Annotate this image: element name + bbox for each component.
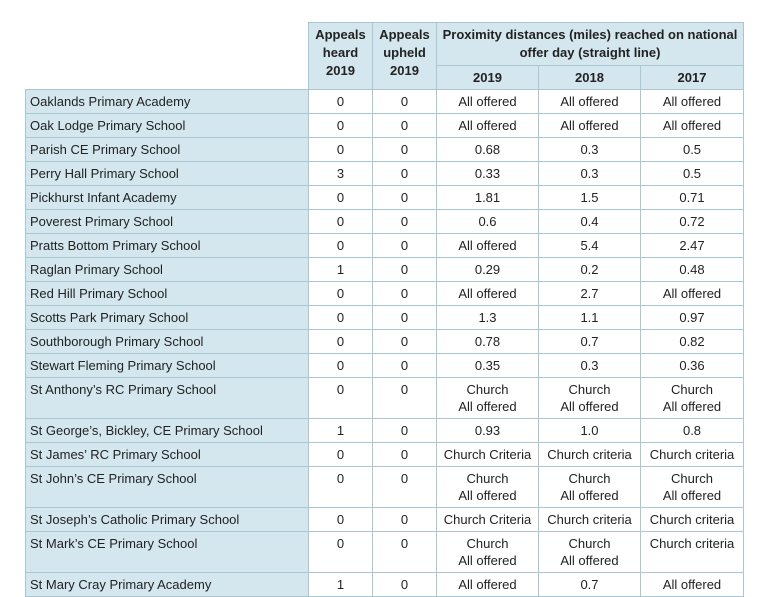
appeals-upheld-cell: 0: [373, 443, 437, 467]
distance-2019-cell: 0.6: [437, 210, 539, 234]
distance-2019-cell: All offered: [437, 114, 539, 138]
appeals-upheld-cell: 0: [373, 90, 437, 114]
distance-2019-cell: Church Criteria: [437, 508, 539, 532]
appeals-upheld-cell: 0: [373, 467, 437, 508]
distance-2017-cell: 0.5: [641, 138, 744, 162]
appeals-upheld-cell: 0: [373, 186, 437, 210]
distance-2018-cell: Church All offered: [539, 532, 641, 573]
table-row: [26, 354, 744, 378]
appeals-upheld-cell: 0: [373, 138, 437, 162]
distance-2018-cell: 0.3: [539, 138, 641, 162]
appeals-heard-cell: 1: [309, 419, 373, 443]
distance-2018-cell: Church All offered: [539, 378, 641, 419]
distance-2018-cell: 0.4: [539, 210, 641, 234]
header-appeals-upheld: Appeals upheld 2019: [373, 23, 437, 90]
distance-2019-cell: All offered: [437, 90, 539, 114]
appeals-heard-cell: 0: [309, 282, 373, 306]
distance-2019-cell: 0.93: [437, 419, 539, 443]
table-row: [26, 162, 744, 186]
distance-2018-cell: 0.7: [539, 330, 641, 354]
distance-2017-cell: 0.48: [641, 258, 744, 282]
distance-2017-cell: Church criteria: [641, 532, 744, 573]
distance-2018-cell: 0.3: [539, 354, 641, 378]
school-name-cell: St George’s, Bickley, CE Primary School: [26, 419, 309, 443]
appeals-upheld-cell: 0: [373, 162, 437, 186]
school-name-cell: Raglan Primary School: [26, 258, 309, 282]
distance-2019-cell: All offered: [437, 573, 539, 597]
appeals-heard-cell: 0: [309, 443, 373, 467]
distance-2017-cell: 2.47: [641, 234, 744, 258]
header-year-2019: 2019: [437, 66, 539, 90]
appeals-heard-cell: 0: [309, 378, 373, 419]
appeals-upheld-cell: 0: [373, 532, 437, 573]
appeals-upheld-cell: 0: [373, 419, 437, 443]
school-name-cell: Pickhurst Infant Academy: [26, 186, 309, 210]
distance-2017-cell: 0.97: [641, 306, 744, 330]
distance-2017-cell: All offered: [641, 282, 744, 306]
distance-2017-cell: Church All offered: [641, 467, 744, 508]
header-row-top: [26, 23, 744, 66]
appeals-upheld-cell: 0: [373, 306, 437, 330]
appeals-upheld-cell: 0: [373, 508, 437, 532]
school-name-cell: Parish CE Primary School: [26, 138, 309, 162]
table-row: [26, 378, 744, 419]
distance-2018-cell: 5.4: [539, 234, 641, 258]
distance-2017-cell: All offered: [641, 573, 744, 597]
school-name-cell: St Joseph’s Catholic Primary School: [26, 508, 309, 532]
distance-2018-cell: Church criteria: [539, 508, 641, 532]
appeals-heard-cell: 0: [309, 234, 373, 258]
school-name-cell: Pratts Bottom Primary School: [26, 234, 309, 258]
distance-2017-cell: All offered: [641, 114, 744, 138]
distance-2018-cell: Church criteria: [539, 443, 641, 467]
table-row: [26, 282, 744, 306]
table-row: [26, 234, 744, 258]
school-name-cell: St James’ RC Primary School: [26, 443, 309, 467]
distance-2019-cell: 1.81: [437, 186, 539, 210]
table-row: [26, 532, 744, 573]
appeals-heard-cell: 0: [309, 138, 373, 162]
distance-2019-cell: 0.68: [437, 138, 539, 162]
appeals-heard-cell: 0: [309, 306, 373, 330]
distance-2018-cell: 1.0: [539, 419, 641, 443]
school-name-cell: Poverest Primary School: [26, 210, 309, 234]
appeals-upheld-cell: 0: [373, 330, 437, 354]
distance-2019-cell: Church All offered: [437, 378, 539, 419]
distance-2019-cell: Church All offered: [437, 532, 539, 573]
appeals-heard-cell: 0: [309, 186, 373, 210]
distance-2018-cell: 0.7: [539, 573, 641, 597]
appeals-upheld-cell: 0: [373, 258, 437, 282]
school-name-cell: St Anthony’s RC Primary School: [26, 378, 309, 419]
school-name-cell: Red Hill Primary School: [26, 282, 309, 306]
header-appeals-heard: Appeals heard 2019: [309, 23, 373, 90]
distance-2018-cell: All offered: [539, 114, 641, 138]
distance-2017-cell: 0.71: [641, 186, 744, 210]
school-name-cell: St John’s CE Primary School: [26, 467, 309, 508]
distance-2018-cell: 0.2: [539, 258, 641, 282]
distance-2019-cell: 0.33: [437, 162, 539, 186]
table-row: [26, 306, 744, 330]
appeals-upheld-cell: 0: [373, 114, 437, 138]
distance-2018-cell: All offered: [539, 90, 641, 114]
distance-2019-cell: Church All offered: [437, 467, 539, 508]
distance-2017-cell: All offered: [641, 90, 744, 114]
appeals-heard-cell: 0: [309, 114, 373, 138]
distance-2017-cell: 0.36: [641, 354, 744, 378]
appeals-upheld-cell: 0: [373, 210, 437, 234]
appeals-upheld-cell: 0: [373, 282, 437, 306]
distance-2018-cell: 1.5: [539, 186, 641, 210]
appeals-heard-cell: 0: [309, 532, 373, 573]
appeals-heard-cell: 0: [309, 210, 373, 234]
distance-2019-cell: 1.3: [437, 306, 539, 330]
distance-2017-cell: Church criteria: [641, 508, 744, 532]
appeals-heard-cell: 0: [309, 508, 373, 532]
table-row: [26, 138, 744, 162]
distance-2018-cell: 1.1: [539, 306, 641, 330]
distance-2018-cell: 2.7: [539, 282, 641, 306]
distance-2017-cell: 0.82: [641, 330, 744, 354]
table-row: [26, 258, 744, 282]
school-name-cell: Perry Hall Primary School: [26, 162, 309, 186]
appeals-heard-cell: 0: [309, 354, 373, 378]
distance-2019-cell: 0.35: [437, 354, 539, 378]
table-row: [26, 114, 744, 138]
appeals-heard-cell: 0: [309, 467, 373, 508]
appeals-upheld-cell: 0: [373, 234, 437, 258]
distance-2019-cell: Church Criteria: [437, 443, 539, 467]
distance-2017-cell: Church criteria: [641, 443, 744, 467]
distance-2018-cell: Church All offered: [539, 467, 641, 508]
table-row: [26, 443, 744, 467]
school-name-cell: Scotts Park Primary School: [26, 306, 309, 330]
table-row: [26, 90, 744, 114]
appeals-heard-cell: 0: [309, 330, 373, 354]
school-name-cell: Oaklands Primary Academy: [26, 90, 309, 114]
school-name-cell: Stewart Fleming Primary School: [26, 354, 309, 378]
distance-2019-cell: 0.29: [437, 258, 539, 282]
table-row: [26, 210, 744, 234]
distance-2019-cell: All offered: [437, 282, 539, 306]
distance-2019-cell: All offered: [437, 234, 539, 258]
appeals-proximity-table: [25, 22, 744, 597]
table-row: [26, 330, 744, 354]
table-row: [26, 419, 744, 443]
table-row: [26, 186, 744, 210]
distance-2017-cell: Church All offered: [641, 378, 744, 419]
header-year-2017: 2017: [641, 66, 744, 90]
school-name-cell: St Mary Cray Primary Academy: [26, 573, 309, 597]
distance-2019-cell: 0.78: [437, 330, 539, 354]
table-row: [26, 467, 744, 508]
appeals-heard-cell: 3: [309, 162, 373, 186]
appeals-upheld-cell: 0: [373, 573, 437, 597]
school-name-cell: Southborough Primary School: [26, 330, 309, 354]
distance-2017-cell: 0.72: [641, 210, 744, 234]
distance-2018-cell: 0.3: [539, 162, 641, 186]
appeals-heard-cell: 0: [309, 90, 373, 114]
distance-2017-cell: 0.5: [641, 162, 744, 186]
header-proximity: Proximity distances (miles) reached on national offer day (straight line): [437, 23, 744, 66]
appeals-heard-cell: 1: [309, 258, 373, 282]
header-year-2018: 2018: [539, 66, 641, 90]
header-blank-cell: [26, 23, 309, 90]
appeals-upheld-cell: 0: [373, 378, 437, 419]
distance-2017-cell: 0.8: [641, 419, 744, 443]
school-name-cell: Oak Lodge Primary School: [26, 114, 309, 138]
appeals-upheld-cell: 0: [373, 354, 437, 378]
appeals-heard-cell: 1: [309, 573, 373, 597]
table-row: [26, 508, 744, 532]
school-name-cell: St Mark’s CE Primary School: [26, 532, 309, 573]
